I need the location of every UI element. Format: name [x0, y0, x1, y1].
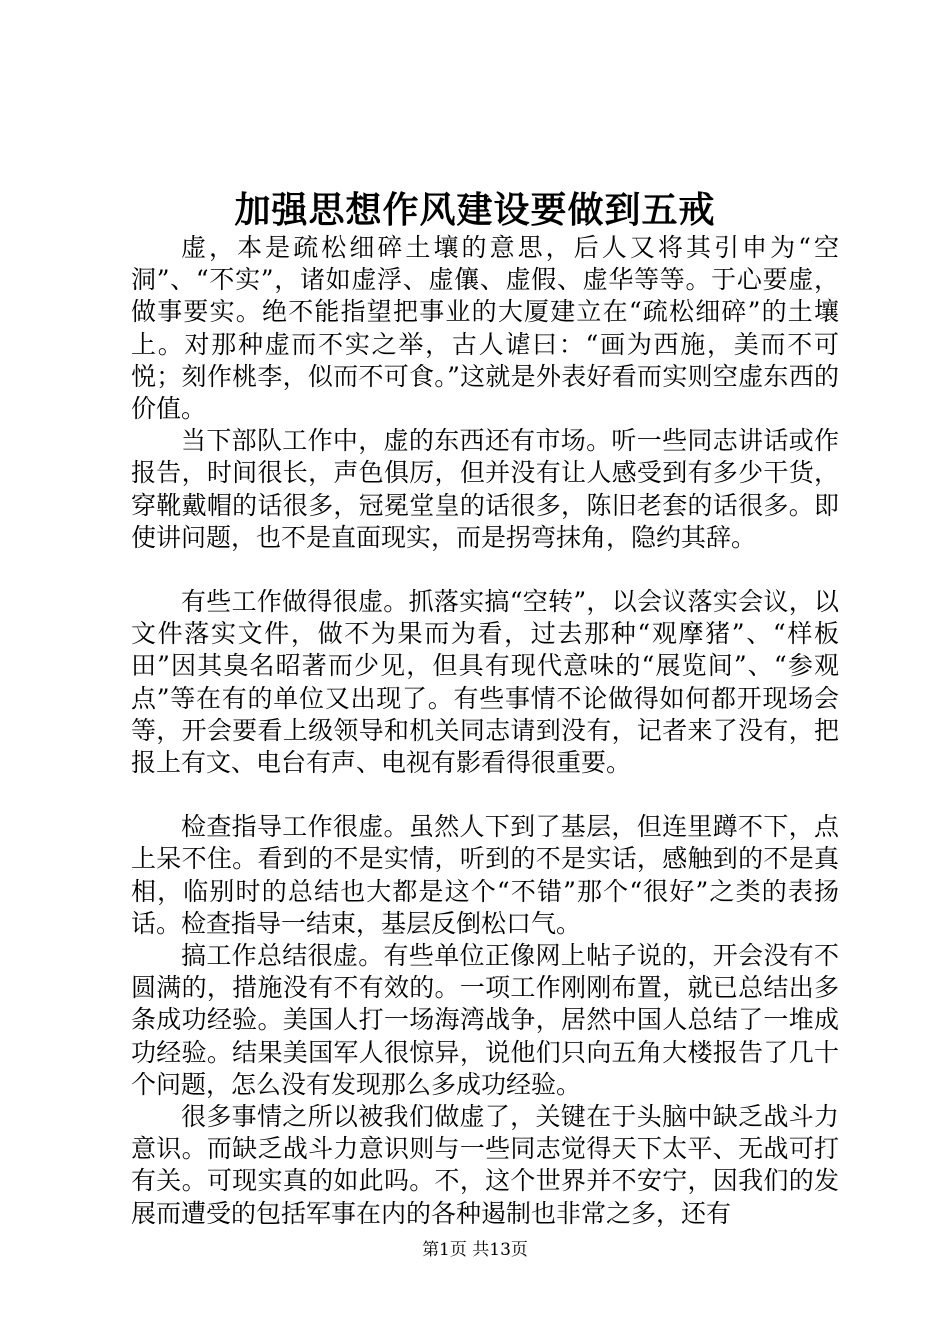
paragraph-1: 虚，本是疏松细碎土壤的意思，后人又将其引申为“空洞”、“不实”，诸如虚浮、虚儴、虚假、虚华等等。于心要虚，做事要实。绝不能指望把事业的大厦建立在“疏松细碎”的土壤上。对那种虚而不实之举，古人谑曰：“画为西施，美而不可悦；刻作桃李，似而不可食。”这就是外表好看而实则空虚东西的价值。: [131, 233, 839, 424]
paragraph-5: 搞工作总结很虚。有些单位正像网上帖子说的，开会没有不圆满的，措施没有不有效的。一项工作刚刚布置，就已总结出多条成功经验。美国人打一场海湾战争，居然中国人总结了一堆成功经验。结果美国军人很惊异，说他们只向五角大楼报告了几十个问题，怎么没有发现那么多成功经验。: [131, 941, 839, 1099]
document-title: 加强思想作风建设要做到五戒: [234, 189, 716, 231]
page-footer: 第1页 共13页: [422, 1240, 528, 1260]
paragraph-spacer: [131, 779, 839, 811]
paragraph-4: 检查指导工作很虚。虽然人下到了基层，但连里蹲不下，点上呆不住。看到的不是实情，听到的不是实话，感触到的不是真相，临别时的总结也大都是这个“不错”那个“很好”之类的表扬话。检查指导一结束，基层反倒松口气。: [131, 812, 839, 938]
paragraph-2: 当下部队工作中，虚的东西还有市场。听一些同志讲话或作报告，时间很长，声色俱厉，但并没有让人感受到有多少干货，穿靴戴帽的话很多，冠冕堂皇的话很多，陈旧老套的话很多。即使讲问题，也不是直面现实，而是拐弯抹角，隐约其辞。: [131, 426, 839, 552]
paragraph-3: 有些工作做得很虚。抓落实搞“空转”，以会议落实会议，以文件落实文件，做不为果而为看，过去那种“观摩猪”、“样板田”因其臭名昭著而少见，但具有现代意味的“展览间”、“参观点”等在有的单位又出现了。有些事情不论做得如何都开现场会等，开会要看上级领导和机关同志请到没有，记者来了没有，把报上有文、电台有声、电视有影看得很重要。: [131, 587, 839, 778]
paragraph-6: 很多事情之所以被我们做虚了，关键在于头脑中缺乏战斗力意识。而缺乏战斗力意识则与一些同志觉得天下太平、无战可打有关。可现实真的如此吗。不，这个世界并不安宁，因我们的发展而遭受的包括军事在内的各种遏制也非常之多，还有: [131, 1102, 839, 1228]
document-body: [131, 232, 839, 1230]
paragraph-spacer: [131, 554, 839, 586]
